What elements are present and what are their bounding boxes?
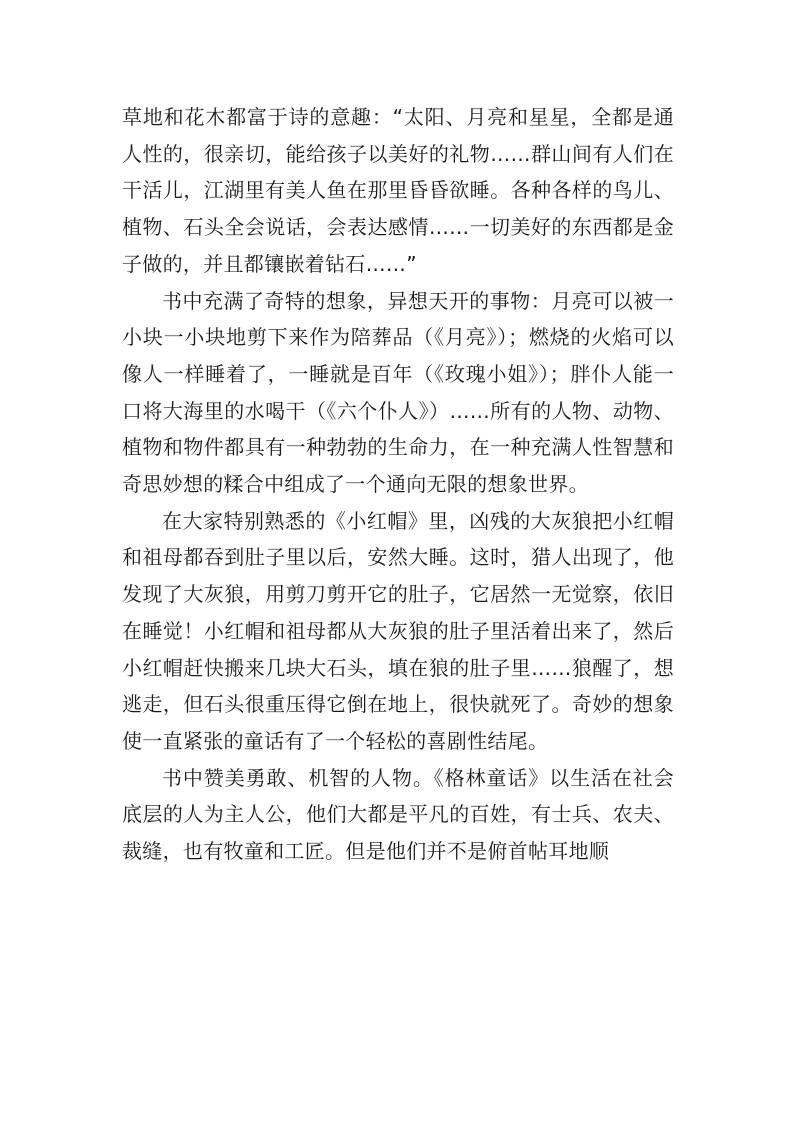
paragraph: 草地和花木都富于诗的意趣：“太阳、月亮和星星，全都是通人性的，很亲切，能给孩子以美好的礼物……群山间有人们在干活儿，江湖里有美人鱼在那里昏昏欲睡。各种各样的鸟儿、植物、石头全会说话，会表达感情……一切美好的东西都是金子做的，并且都镶嵌着钻石……” (122, 105, 674, 276)
paragraph: 书中赞美勇敢、机智的人物。《格林童话》以生活在社会底层的人为主人公，他们大都是平凡的百姓，有士兵、农夫、裁缝，也有牧童和工匠。但是他们并不是俯首帖耳地顺 (122, 765, 674, 864)
body-text (122, 99, 674, 870)
paragraph: 书中充满了奇特的想象，异想天开的事物：月亮可以被一小块一小块地剪下来作为陪葬品（《月亮》）；燃烧的火焰可以像人一样睡着了，一睡就是百年（《玫瑰小姐》）；胖仆人能一口将大海里的水喝干（《六个仆人》）……所有的人物、动物、植物和物件都具有一种勃勃的生命力，在一种充满人性智慧和奇思妙想的糅合中组成了一个通向无限的想象世界。 (122, 288, 674, 497)
paragraph: 在大家特别熟悉的《小红帽》里，凶残的大灰狼把小红帽和祖母都吞到肚子里以后，安然大睡。这时，猎人出现了，他发现了大灰狼，用剪刀剪开它的肚子，它居然一无觉察，依旧在睡觉！小红帽和祖母都从大灰狼的肚子里活着出来了，然后小红帽赶快搬来几块大石头，填在狼的肚子里……狼醒了，想逃走，但石头很重压得它倒在地上，很快就死了。奇妙的想象使一直紧张的童话有了一个轻松的喜剧性结尾。 (122, 508, 674, 753)
